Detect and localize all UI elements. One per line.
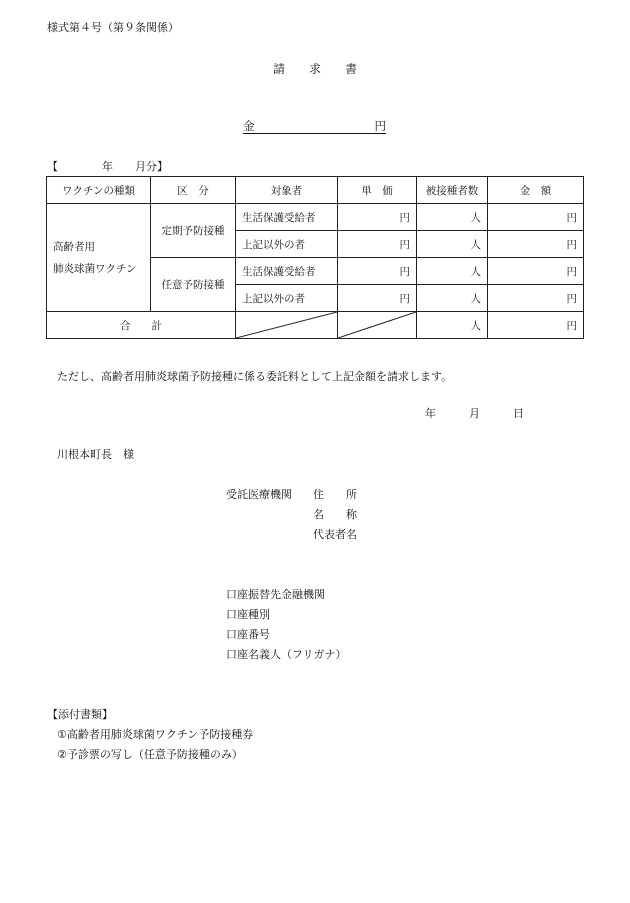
- amount-cell[interactable]: 円: [488, 204, 584, 231]
- target-welfare: 生活保護受給者: [236, 204, 338, 231]
- amount-suffix: 円: [374, 119, 386, 133]
- header-unit-price: 単 価: [338, 177, 417, 204]
- total-row: [47, 312, 584, 339]
- request-statement: ただし、高齢者用肺炎球菌予防接種に係る委託料として上記金額を請求します。: [57, 370, 453, 383]
- total-amount-cell[interactable]: 円: [488, 312, 584, 339]
- amount-line: [243, 118, 386, 134]
- unit-price-cell[interactable]: 円: [338, 204, 417, 231]
- account-holder-label: 口座名義人（フリガナ）: [226, 648, 347, 661]
- total-label: 合 計: [47, 312, 236, 339]
- attachment-item: ②予診票の写し（任意予防接種のみ）: [57, 748, 243, 761]
- institution-representative-label: 代表者名: [313, 528, 357, 541]
- vaccine-name-line2: 肺炎球菌ワクチン: [53, 262, 137, 275]
- unit-price-cell[interactable]: 円: [338, 231, 417, 258]
- institution-name-label: 名 称: [313, 508, 357, 521]
- amount-cell[interactable]: 円: [488, 285, 584, 312]
- amount-cell[interactable]: 円: [488, 231, 584, 258]
- target-welfare: 生活保護受給者: [236, 258, 338, 285]
- diagonal-line-icon: [338, 312, 416, 338]
- recipients-cell[interactable]: 人: [417, 231, 488, 258]
- header-target: 対象者: [236, 177, 338, 204]
- header-vaccine-type: ワクチンの種類: [47, 177, 151, 204]
- attachment-item: ①高齢者用肺炎球菌ワクチン予防接種券: [57, 728, 254, 741]
- diagonal-line-icon: [236, 312, 337, 338]
- account-number-label: 口座番号: [226, 628, 270, 641]
- header-category: 区 分: [151, 177, 236, 204]
- attachments-heading: 【添付書類】: [47, 708, 113, 721]
- date-line: 年 月 日: [425, 407, 524, 420]
- unit-price-cell[interactable]: 円: [338, 258, 417, 285]
- target-other: 上記以外の者: [236, 285, 338, 312]
- table-row: [47, 204, 584, 231]
- slash-cell: [338, 312, 417, 339]
- category-voluntary: 任意予防接種: [151, 258, 236, 312]
- form-number: 様式第４号（第９条関係）: [47, 21, 179, 34]
- addressee: 川根本町長 様: [57, 448, 134, 461]
- bank-institution-label: 口座振替先金融機関: [226, 588, 325, 601]
- document-title: 請 求 書: [272, 62, 357, 76]
- vaccine-name-cell: [47, 204, 151, 312]
- amount-cell[interactable]: 円: [488, 258, 584, 285]
- target-other: 上記以外の者: [236, 231, 338, 258]
- table-header-row: [47, 177, 584, 204]
- unit-price-cell[interactable]: 円: [338, 285, 417, 312]
- recipients-cell[interactable]: 人: [417, 285, 488, 312]
- slash-cell: [236, 312, 338, 339]
- header-recipients: 被接種者数: [417, 177, 488, 204]
- institution-label: 受託医療機関: [226, 488, 292, 501]
- billing-period: 【 年 月分】: [47, 160, 168, 173]
- header-amount: 金 額: [488, 177, 584, 204]
- recipients-cell[interactable]: 人: [417, 204, 488, 231]
- amount-prefix: 金: [243, 119, 255, 133]
- account-type-label: 口座種別: [226, 608, 270, 621]
- recipients-cell[interactable]: 人: [417, 258, 488, 285]
- billing-table: [46, 176, 584, 339]
- category-regular: 定期予防接種: [151, 204, 236, 258]
- total-recipients-cell[interactable]: 人: [417, 312, 488, 339]
- vaccine-name-line1: 高齢者用: [53, 240, 95, 253]
- institution-address-label: 住 所: [313, 488, 357, 501]
